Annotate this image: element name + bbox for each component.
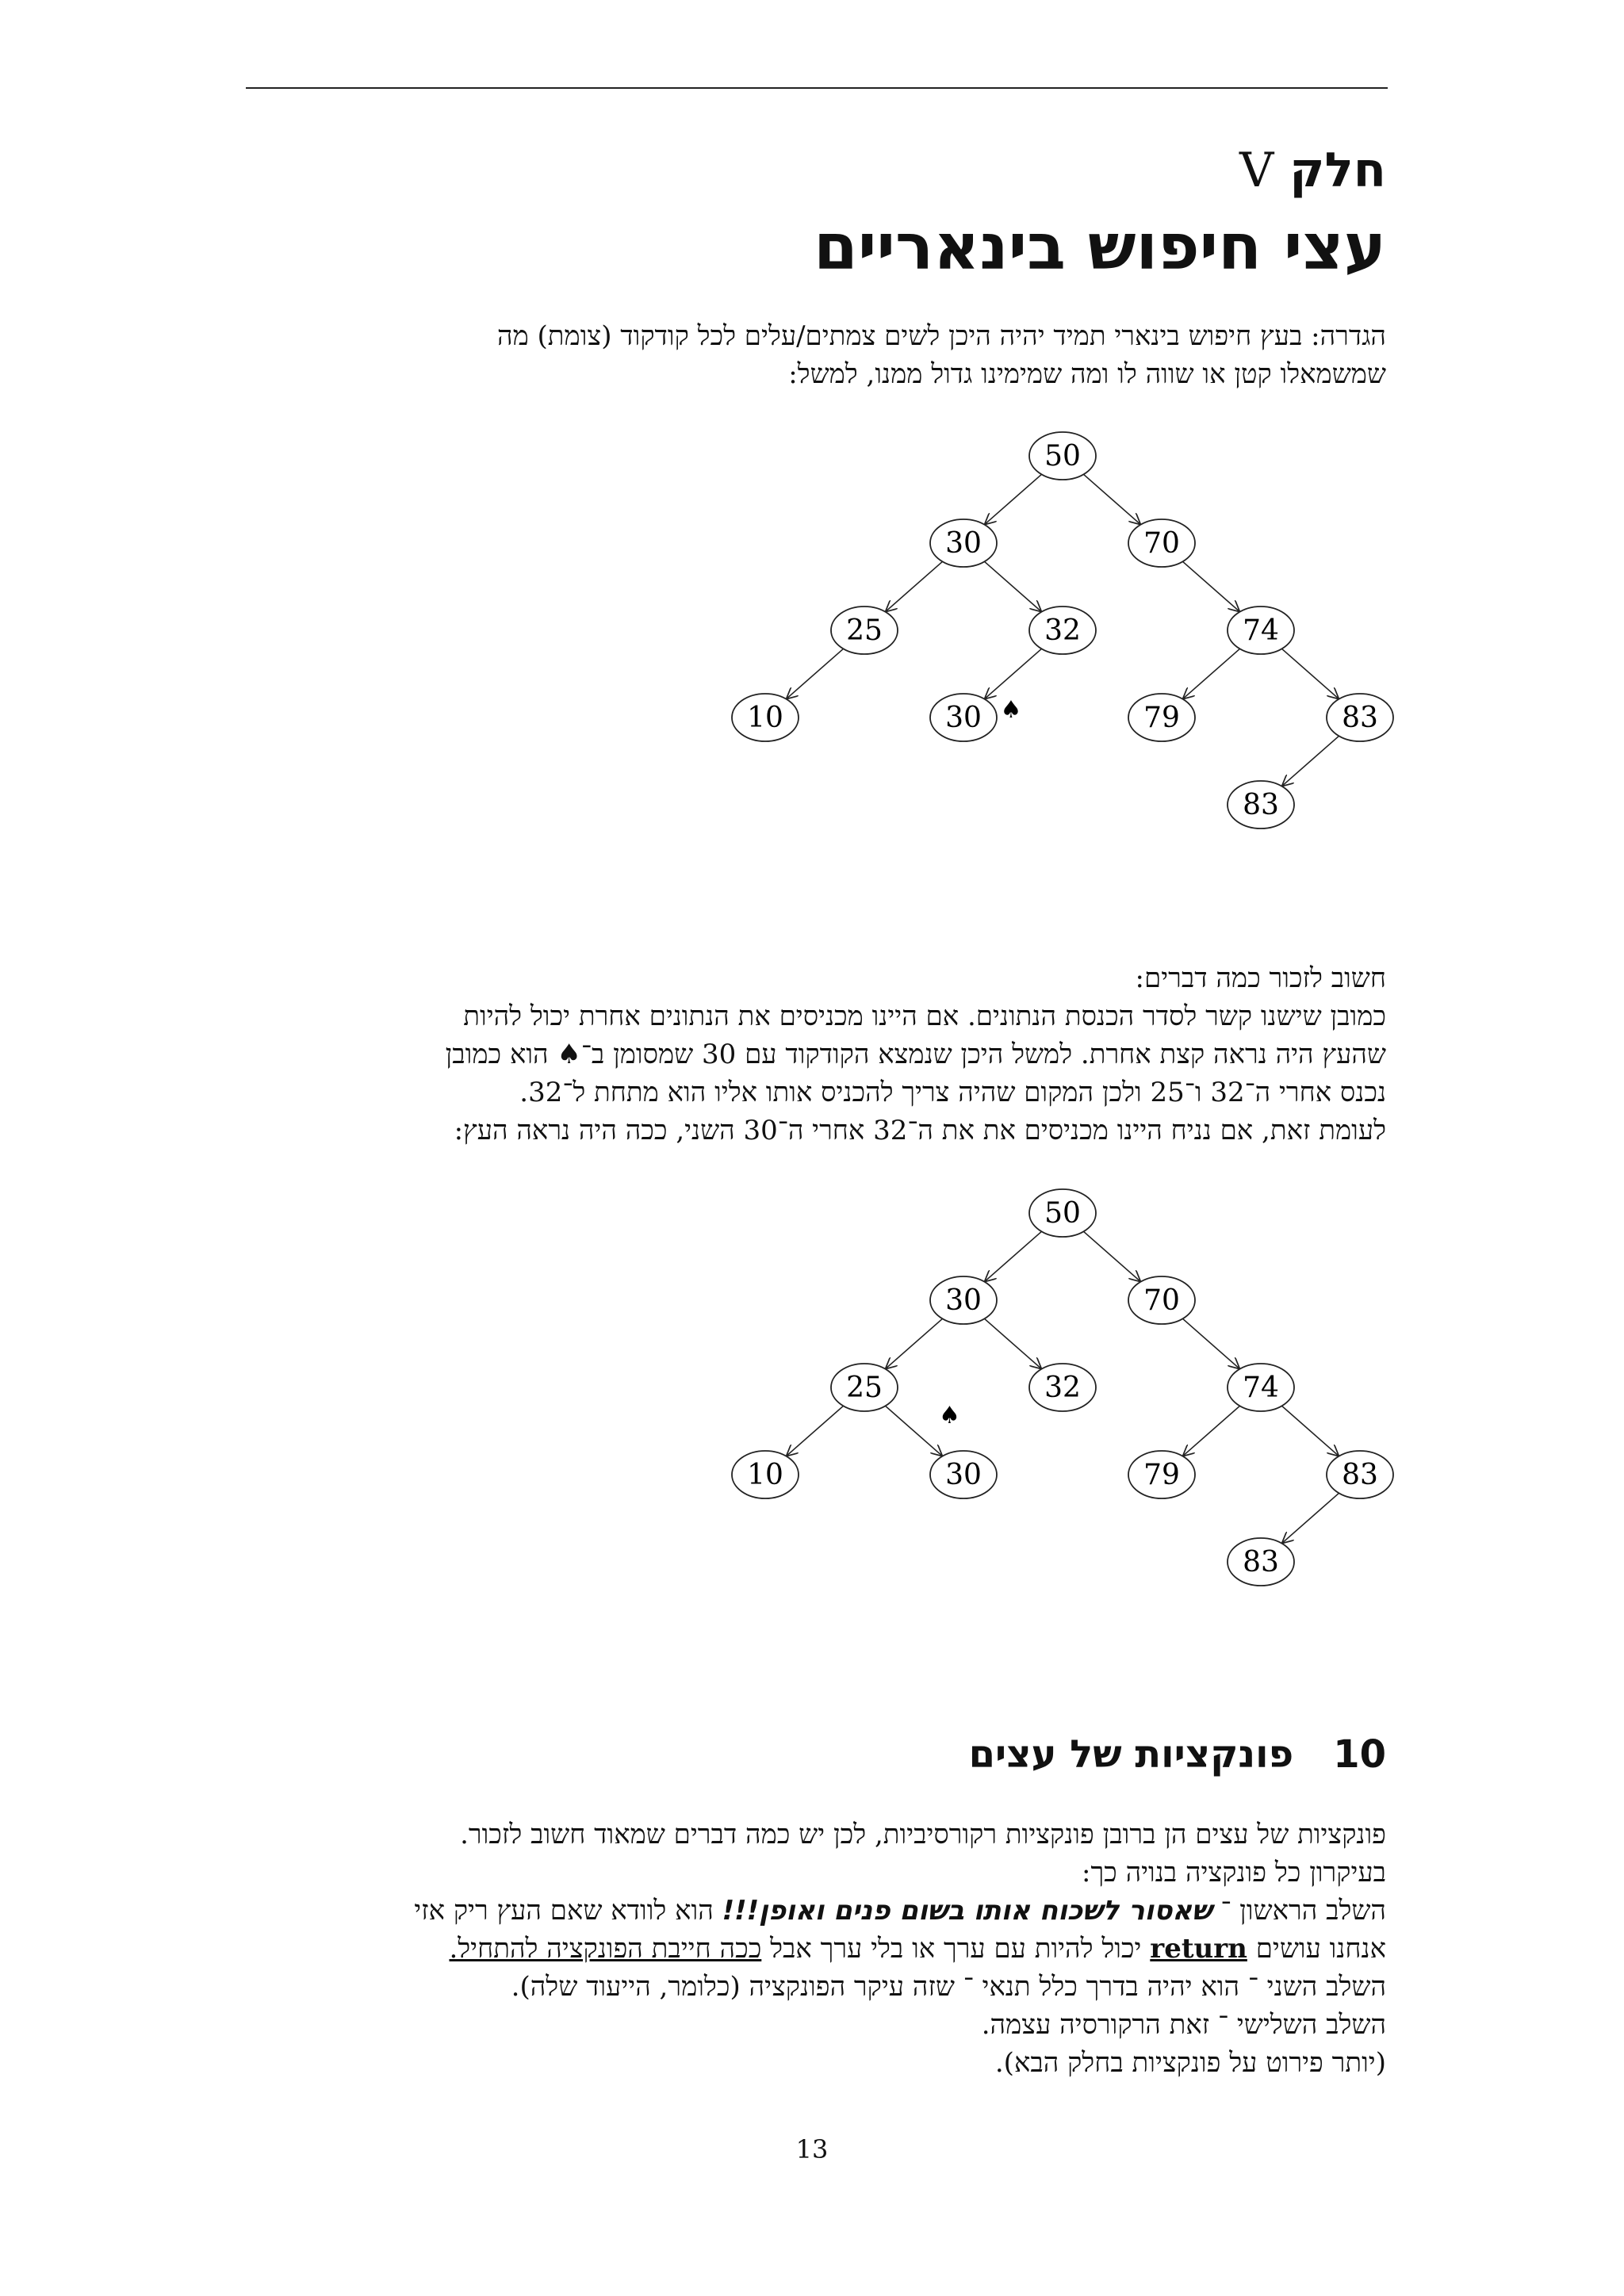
tree1-edge-b-e [984,561,1041,611]
tree1-edge-a-c [1083,474,1140,524]
tree2-node-label: 83 [1243,1546,1279,1578]
tree1-edge-c-f [1182,561,1239,611]
functions-line-4-start: אנחנו עושים [1247,1933,1386,1965]
tree1-node-label: 79 [1143,702,1180,734]
tree2-edge-b-d [885,1318,942,1368]
tree1-node-label: 83 [1243,789,1279,821]
definition-paragraph [246,317,1386,393]
tree2-edge-d-g [786,1406,843,1456]
tree2-node-label: 70 [1143,1284,1180,1317]
section-heading [969,1732,1386,1777]
tree1-edge-b-d [885,561,942,611]
tree1-edge-a-b [984,474,1041,524]
section-title: פונקציות של עצים [968,1732,1294,1777]
tree2-node-74 [1228,1364,1294,1411]
tree2-node-25 [831,1364,898,1411]
tree2-node-label: 10 [747,1459,783,1491]
page-title: עצי חיפוש בינאריים [814,210,1386,284]
tree1-node-label: 30 [945,702,982,734]
spade-marker-icon: ♠ [1000,696,1022,724]
notes-line-5: לעומת זאת, אם נניח היינו מכניסים את את ה־32 אחרי ה־30 השני, ככה היה נראה העץ: [454,1115,1386,1146]
tree2-node-83 [1327,1451,1393,1498]
notes-line-4: נכנס אחרי ה־32 ו־25 ולכן המקום שהיה צריך להכניס אותו אליו הוא מתחת ל־32. [519,1077,1386,1108]
functions-line-5: השלב השני ־ הוא יהיה בדרך כלל תנאי ־ שזה עיקר הפונקציה (כלומר, הייעוד שלה). [511,1971,1386,2003]
page-number: 13 [795,2134,829,2164]
tree2-edge-a-c [1083,1231,1140,1281]
section-number: 10 [1333,1732,1386,1777]
tree1-node-30 [930,694,997,741]
return-keyword: return [1150,1933,1247,1965]
tree1-node-79 [1128,694,1195,741]
functions-line-6: השלב השלישי ־ זאת הרקורסיה עצמה. [981,2009,1386,2041]
tree2-node-label: 74 [1243,1372,1279,1404]
functions-line-1: פונקציות של עצים הן ברובן פונקציות רקורסיביות, לכן יש כמה דברים שמאוד חשוב לזכור. [460,1819,1386,1850]
tree2-node-83 [1228,1538,1294,1586]
tree2-edge-a-b [984,1231,1041,1281]
tree1-node-83 [1228,781,1294,828]
tree1-node-label: 25 [846,614,883,647]
tree2-node-label: 30 [945,1459,982,1491]
tree1-edge-f-i [1182,649,1239,698]
tree1-node-25 [831,607,898,654]
tree2-node-label: 25 [846,1372,883,1404]
functions-line-3 [246,1892,1386,1930]
tree2-node-label: 50 [1044,1197,1081,1230]
part-numeral: V [1239,143,1274,198]
tree-diagram-2 [730,1181,1396,1625]
functions-line-2: בעיקרון כל פונקציה בנויה כך: [1082,1857,1386,1888]
tree1-node-label: 74 [1243,614,1279,647]
tree1-edge-f-j [1281,649,1339,698]
tree2-edge-f-i [1182,1406,1239,1456]
tree2-edge-b-e [984,1318,1041,1368]
functions-line-4 [246,1930,1386,1968]
tree-2-svg [730,1181,1396,1625]
tree1-node-label: 70 [1143,527,1180,560]
definition-line-1: הגדרה: בעץ חיפוש בינארי תמיד יהיה היכן לשים צמתים/עלים לכל קודקוד (צומת) מה [497,320,1386,352]
tree2-node-50 [1029,1189,1096,1237]
tree1-node-83 [1327,694,1393,741]
tree2-edge-f-j [1281,1406,1339,1456]
definition-line-2: שמשמאלו קטן או שווה לו ומה שמימינו גדול ממנו, למשל: [788,358,1386,390]
tree-diagram-1 [730,424,1396,868]
tree1-node-label: 83 [1342,702,1378,734]
tree1-edge-j-k [1281,736,1339,786]
tree2-node-70 [1128,1276,1195,1324]
tree1-node-label: 10 [747,702,783,734]
notes-line-3: שהעץ היה נראה קצת אחרת. למשל היכן שנמצא הקודקוד עם 30 שמסומן ב־♠ הוא כמובן [445,1039,1386,1070]
tree2-node-10 [732,1451,799,1498]
functions-line-3-emphasis: שאסור לשכוח אותו בשום פנים ואופן!!! [722,1895,1212,1927]
tree2-node-label: 32 [1044,1372,1081,1404]
header-rule [246,87,1388,89]
functions-line-3-start: השלב הראשון ־ [1212,1895,1386,1927]
tree1-node-74 [1228,607,1294,654]
tree1-node-70 [1128,519,1195,567]
notes-line-1: חשוב לזכור כמה דברים: [1135,962,1386,994]
tree1-node-10 [732,694,799,741]
part-word: חלק [1289,143,1386,198]
tree2-node-79 [1128,1451,1195,1498]
tree2-node-label: 79 [1143,1459,1180,1491]
functions-paragraph [246,1816,1386,2082]
tree2-node-label: 83 [1342,1459,1378,1491]
tree1-node-label: 32 [1044,614,1081,647]
tree2-edge-j-k [1281,1493,1339,1543]
tree1-node-label: 30 [945,527,982,560]
functions-line-3-end: הוא לוודא שאם העץ ריק אזי [414,1895,722,1927]
notes-line-2: כמובן שישנו קשר לסדר הכנסת הנתונים. אם היינו מכניסים את הנתונים אחרת יכול להיות [463,1001,1386,1032]
tree2-node-label: 30 [945,1284,982,1317]
tree2-node-30 [930,1451,997,1498]
functions-line-7: (יותר פירוט על פונקציות בחלק הבא). [994,2047,1386,2079]
tree-1-svg [730,424,1396,868]
spade-marker-icon: ♠ [939,1402,960,1429]
tree1-node-label: 50 [1044,440,1081,473]
tree1-edge-e-h [984,649,1041,698]
tree2-edge-d-h [885,1406,942,1456]
tree1-node-50 [1029,432,1096,480]
tree1-edge-d-g [786,649,843,698]
notes-paragraph [246,959,1386,1150]
functions-line-4-middle: יכול להיות עם ערך או בלי ערך אבל [761,1933,1151,1965]
tree2-node-30 [930,1276,997,1324]
part-heading [1239,143,1386,198]
tree2-edge-c-f [1182,1318,1239,1368]
tree1-node-30 [930,519,997,567]
tree1-node-32 [1029,607,1096,654]
tree2-node-32 [1029,1364,1096,1411]
functions-line-4-underlined: ככה חייבת הפונקציה להתחיל. [449,1933,762,1965]
